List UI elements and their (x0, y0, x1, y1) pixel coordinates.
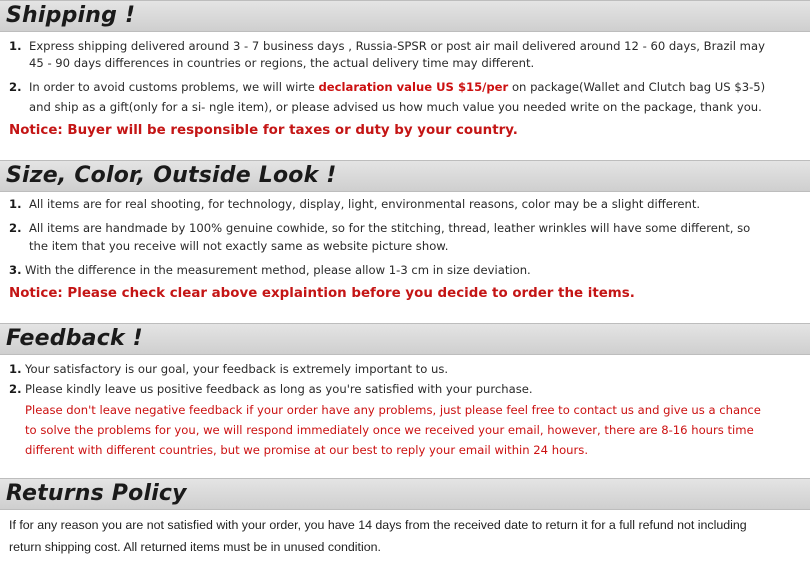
returns-section (0, 509, 810, 587)
declaration-value: declaration value US $15/per (318, 80, 509, 94)
feedback-item-2-number: 2. (9, 382, 22, 396)
shipping-notice: Notice: Buyer will be responsible for taxes or duty by your country. (9, 123, 518, 138)
shipping-item-2-text-a: In order to avoid customs problems, we will wirte (29, 80, 319, 94)
returns-line-2: return shipping cost. All returned items must be in unused condition. (9, 540, 381, 554)
shipping-item-2-text-b: on package(Wallet and Clutch bag US $3-5) (508, 80, 766, 94)
returns-line-1: If for any reason you are not satisfied with your order, you have 14 days from the received date to return it for a full refund not including (9, 518, 747, 532)
size-item-1-line-1: All items are for real shooting, for technology, display, light, environmental reasons, color may be a slight different. (29, 197, 701, 211)
shipping-header (0, 0, 810, 32)
returns-title: Returns Policy (6, 481, 187, 506)
feedback-warning-line-1: Please don't leave negative feedback if your order have any problems, just please feel free to contact us and give us a chance (25, 403, 761, 417)
size-item-1-number: 1. (9, 197, 22, 211)
size-item-2-line-1: All items are handmade by 100% genuine cowhide, so for the stitching, thread, leather wrinkles will have some different, so (29, 221, 751, 235)
feedback-item-1-number: 1. (9, 362, 22, 376)
feedback-item-1-line-1: Your satisfactory is our goal, your feedback is extremely important to us. (25, 362, 449, 376)
shipping-item-2-line-1 (29, 79, 765, 95)
feedback-item-2-line-1: Please kindly leave us positive feedback as long as you're satisfied with your purchase. (25, 382, 533, 396)
feedback-section (0, 354, 810, 464)
shipping-item-1-line-1: Express shipping delivered around 3 - 7 business days , Russia-SPSR or post air mail delivered around 12 - 60 days, Brazil may (29, 39, 765, 53)
size-item-2-line-2: the item that you receive will not exactly same as website picture show. (29, 239, 449, 253)
feedback-warning-line-2: to solve the problems for you, we will respond immediately once we received your email, however, there are 8-16 hours time (25, 423, 754, 437)
size-header (0, 160, 810, 192)
shipping-item-1-line-2: 45 - 90 days differences in countries or regions, the actual delivery time may different. (29, 56, 535, 70)
size-notice: Notice: Please check clear above explaintion before you decide to order the items. (9, 286, 635, 301)
returns-header (0, 478, 810, 510)
size-title: Size, Color, Outside Look ! (6, 163, 337, 188)
shipping-section (0, 31, 810, 149)
feedback-title: Feedback ! (6, 326, 143, 351)
size-item-2-number: 2. (9, 221, 22, 235)
feedback-warning-line-3: different with different countries, but we promise at our best to reply your email within 24 hours. (25, 443, 589, 457)
size-item-3-number: 3. (9, 263, 22, 277)
shipping-title: Shipping ! (6, 3, 136, 28)
shipping-item-2-line-2: and ship as a gift(only for a si- ngle item), or please advised us how much value you needed write on the package, thank you. (29, 100, 762, 114)
shipping-item-1-number: 1. (9, 39, 22, 53)
feedback-header (0, 323, 810, 355)
size-item-3-line-1: With the difference in the measurement method, please allow 1-3 cm in size deviation. (25, 263, 531, 277)
shipping-item-2-number: 2. (9, 80, 22, 94)
size-section (0, 191, 810, 311)
